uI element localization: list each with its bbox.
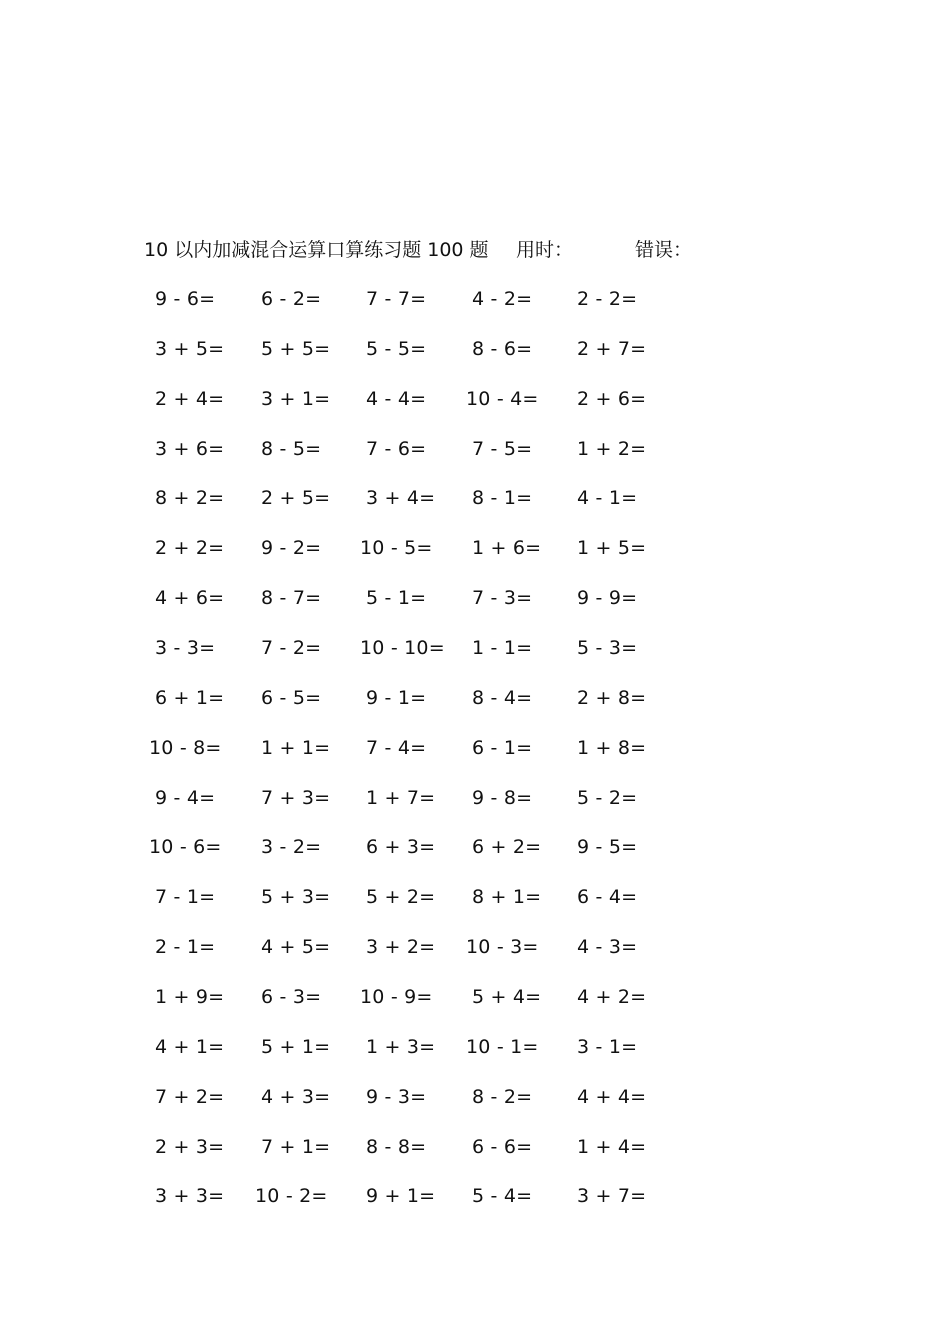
problem-item: 3 - 1=: [577, 1035, 638, 1058]
problem-item: 9 - 3=: [366, 1085, 427, 1108]
problem-row: [0, 1181, 950, 1211]
problem-item: 10 - 10=: [360, 637, 445, 659]
problem-row: [0, 982, 950, 1012]
problem-item: 7 - 1=: [155, 886, 216, 909]
problem-item: 7 + 1=: [261, 1135, 331, 1158]
problem-item: 3 - 2=: [261, 836, 322, 859]
problem-item: 10 - 8=: [149, 736, 222, 759]
problem-item: 9 + 1=: [366, 1185, 436, 1208]
problem-item: 6 + 1=: [155, 686, 225, 709]
problem-item: 8 - 8=: [366, 1135, 427, 1158]
problem-item: 5 - 4=: [472, 1185, 533, 1208]
problem-item: 7 + 3=: [261, 786, 331, 809]
problem-item: 4 + 5=: [261, 936, 331, 959]
problem-item: 5 + 3=: [261, 886, 331, 909]
errors-label: 错误：: [635, 239, 693, 261]
problem-item: 3 + 1=: [261, 387, 331, 410]
problem-item: 3 - 3=: [155, 637, 216, 659]
problem-item: 7 - 4=: [366, 736, 427, 759]
problem-item: 1 + 7=: [366, 786, 436, 809]
problem-item: 8 - 2=: [472, 1085, 533, 1108]
problem-row: [0, 1132, 950, 1162]
problem-item: 1 + 8=: [577, 736, 647, 759]
worksheet-title: 10 以内加减混合运算口算练习题 100 题: [144, 239, 489, 261]
problem-item: 8 - 1=: [472, 487, 533, 510]
problem-item: 8 - 4=: [472, 686, 533, 709]
problem-item: 7 - 6=: [366, 437, 427, 460]
problem-item: 10 - 2=: [255, 1185, 328, 1208]
problem-row: [0, 882, 950, 912]
problem-row: [0, 434, 950, 464]
problem-item: 1 + 6=: [472, 537, 542, 560]
problem-item: 9 - 4=: [155, 786, 216, 809]
problem-item: 10 - 5=: [360, 537, 433, 560]
problem-item: 5 - 5=: [366, 337, 427, 360]
problem-item: 1 + 5=: [577, 537, 647, 560]
problem-item: 2 - 2=: [577, 288, 638, 310]
problem-item: 3 + 4=: [366, 487, 436, 510]
problem-item: 9 - 5=: [577, 836, 638, 859]
problem-item: 5 + 2=: [366, 886, 436, 909]
problem-item: 4 + 4=: [577, 1085, 647, 1108]
problem-row: [0, 334, 950, 364]
problem-item: 2 + 8=: [577, 686, 647, 709]
problem-row: [0, 733, 950, 763]
problem-row: [0, 583, 950, 613]
problem-item: 6 + 2=: [472, 836, 542, 859]
problem-item: 10 - 1=: [466, 1035, 539, 1058]
problem-item: 4 - 4=: [366, 387, 427, 410]
problem-item: 6 - 5=: [261, 686, 322, 709]
problem-item: 5 - 1=: [366, 587, 427, 610]
problem-item: 2 + 6=: [577, 387, 647, 410]
problem-item: 2 + 7=: [577, 337, 647, 360]
problem-item: 5 - 3=: [577, 637, 638, 659]
problem-row: [0, 284, 950, 314]
problem-item: 3 + 2=: [366, 936, 436, 959]
problem-item: 6 - 4=: [577, 886, 638, 909]
problem-item: 3 + 6=: [155, 437, 225, 460]
problem-item: 7 + 2=: [155, 1085, 225, 1108]
problem-row: [0, 932, 950, 962]
problem-item: 4 - 1=: [577, 487, 638, 510]
problem-item: 8 - 6=: [472, 337, 533, 360]
time-used-label: 用时：: [516, 239, 574, 261]
problem-item: 7 - 5=: [472, 437, 533, 460]
problem-row: [0, 384, 950, 414]
problem-item: 4 + 3=: [261, 1085, 331, 1108]
problem-row: [0, 832, 950, 862]
problem-item: 6 + 3=: [366, 836, 436, 859]
problem-item: 4 + 1=: [155, 1035, 225, 1058]
problem-item: 9 - 6=: [155, 288, 216, 310]
problem-item: 7 - 3=: [472, 587, 533, 610]
problem-item: 4 - 2=: [472, 288, 533, 310]
problem-item: 6 - 2=: [261, 288, 322, 310]
problem-row: [0, 633, 950, 663]
problem-item: 5 - 2=: [577, 786, 638, 809]
problem-item: 8 - 7=: [261, 587, 322, 610]
problem-item: 10 - 9=: [360, 985, 433, 1008]
problem-item: 1 + 2=: [577, 437, 647, 460]
problem-row: [0, 483, 950, 513]
problem-item: 10 - 6=: [149, 836, 222, 859]
problem-item: 5 + 1=: [261, 1035, 331, 1058]
problem-item: 8 - 5=: [261, 437, 322, 460]
problem-item: 5 + 4=: [472, 985, 542, 1008]
problem-row: [0, 783, 950, 813]
problem-item: 4 + 6=: [155, 587, 225, 610]
problem-item: 3 + 7=: [577, 1185, 647, 1208]
problem-item: 1 + 9=: [155, 985, 225, 1008]
problem-item: 7 - 2=: [261, 637, 322, 659]
problem-item: 9 - 8=: [472, 786, 533, 809]
problem-item: 6 - 3=: [261, 985, 322, 1008]
problem-item: 3 + 3=: [155, 1185, 225, 1208]
problem-item: 3 + 5=: [155, 337, 225, 360]
problem-item: 1 + 1=: [261, 736, 331, 759]
problem-row: [0, 1032, 950, 1062]
problem-item: 5 + 5=: [261, 337, 331, 360]
problem-row: [0, 683, 950, 713]
problem-item: 4 - 3=: [577, 936, 638, 959]
problem-item: 4 + 2=: [577, 985, 647, 1008]
problem-item: 10 - 3=: [466, 936, 539, 959]
problem-item: 6 - 6=: [472, 1135, 533, 1158]
problem-item: 8 + 1=: [472, 886, 542, 909]
problem-item: 2 + 4=: [155, 387, 225, 410]
problem-item: 2 + 5=: [261, 487, 331, 510]
problem-item: 6 - 1=: [472, 736, 533, 759]
problem-item: 8 + 2=: [155, 487, 225, 510]
problem-item: 1 - 1=: [472, 637, 533, 659]
problem-item: 1 + 4=: [577, 1135, 647, 1158]
problem-item: 7 - 7=: [366, 288, 427, 310]
problem-item: 1 + 3=: [366, 1035, 436, 1058]
problem-row: [0, 533, 950, 563]
problem-item: 2 + 2=: [155, 537, 225, 560]
problem-item: 9 - 9=: [577, 587, 638, 610]
problem-row: [0, 1082, 950, 1112]
problem-item: 9 - 1=: [366, 686, 427, 709]
problem-item: 2 - 1=: [155, 936, 216, 959]
problem-item: 9 - 2=: [261, 537, 322, 560]
problem-item: 10 - 4=: [466, 387, 539, 410]
problem-item: 2 + 3=: [155, 1135, 225, 1158]
